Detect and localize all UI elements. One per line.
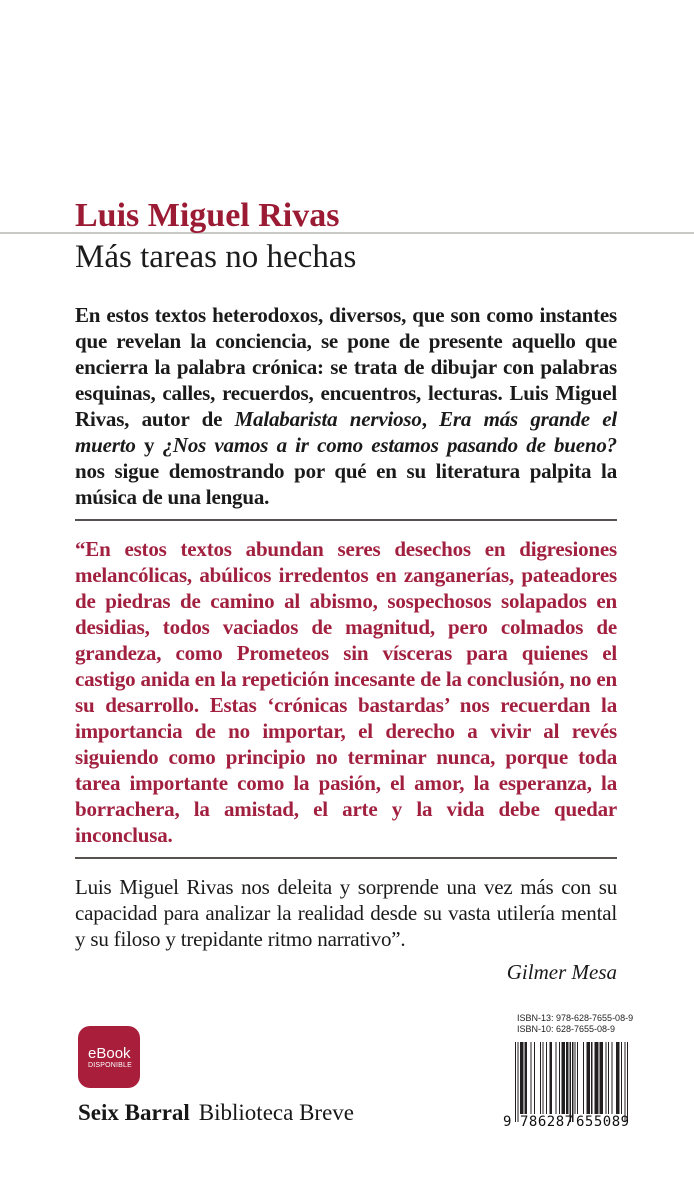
content-column bbox=[75, 198, 617, 985]
reviewer-name: Gilmer Mesa bbox=[506, 960, 617, 984]
synopsis-paragraph bbox=[75, 302, 617, 510]
barcode-digit-prefix: 9 bbox=[503, 1114, 512, 1130]
review-paragraph: Luis Miguel Rivas nos deleita y sorprende una vez más con su capacidad para analizar la realidad desde su vasta utilería mental y su filoso y trepidante ritmo narrativo”. bbox=[75, 875, 617, 951]
book-title: Más tareas no hechas bbox=[75, 239, 357, 275]
isbn10-label: ISBN-10: 628-7655-08-9 bbox=[517, 1024, 616, 1034]
synopsis-separator-1: , bbox=[421, 407, 440, 431]
work-title-1: Malabarista nervioso bbox=[234, 407, 422, 431]
work-title-3: ¿Nos vamos a ir como estamos pasando de bueno? bbox=[162, 433, 617, 457]
section-rule-top bbox=[75, 519, 617, 521]
synopsis-text-intro: En estos textos heterodoxos, diversos, que son como instantes que revelan la conciencia, se pone de presente aquello que encierra la palabra crónica: se trata de dibujar con palabras esquinas, calles, recuerdos, encuentros, lecturas. Luis Miguel Rivas, autor de bbox=[75, 303, 617, 431]
synopsis-separator-2: y bbox=[135, 433, 163, 457]
publisher-logo bbox=[78, 1100, 354, 1126]
barcode-icon bbox=[515, 1042, 628, 1122]
synopsis-text-outro: nos sigue demostrando por qué en su literatura palpita la música de una lengua. bbox=[75, 459, 617, 509]
isbn13-label: ISBN-13: 978-628-7655-08-9 bbox=[517, 1013, 634, 1023]
barcode-digits-group1: 786287 bbox=[520, 1114, 574, 1130]
ebook-label: eBook bbox=[88, 1045, 131, 1062]
quote-paragraph: “En estos textos abundan seres desechos en digresiones melancólicas, abúlicos irredentos en zanganerías, pateadores de piedras de camino al abismo, sospechosos solapados en desidias, todos vaciados de magnitud, pero colmados de grandeza, como Prometeos sin vísceras para quienes el castigo anida en la repetición incesante de la conclusión, no en su desarrollo. Estas ‘crónicas bastardas’ nos recuerdan la importancia de no importar, el derecho a vivir al revés siguiendo como principio no terminar nunca, porque toda tarea importante como la pasión, el amor, la esperanza, la borrachera, la amistad, el arte y la vida debe quedar inconclusa. bbox=[75, 537, 617, 847]
section-rule-bottom bbox=[75, 857, 617, 859]
collection-name: Biblioteca Breve bbox=[198, 1100, 354, 1125]
publisher-name: Seix Barral bbox=[78, 1100, 190, 1125]
author-name: Luis Miguel Rivas bbox=[75, 197, 340, 234]
barcode-block bbox=[503, 1013, 643, 1153]
barcode-digits-group2: 655089 bbox=[576, 1114, 630, 1130]
ebook-sublabel: DISPONIBLE bbox=[88, 1062, 133, 1069]
work-title-2: Era más grande el muerto bbox=[75, 407, 617, 457]
ebook-badge bbox=[78, 1026, 140, 1088]
